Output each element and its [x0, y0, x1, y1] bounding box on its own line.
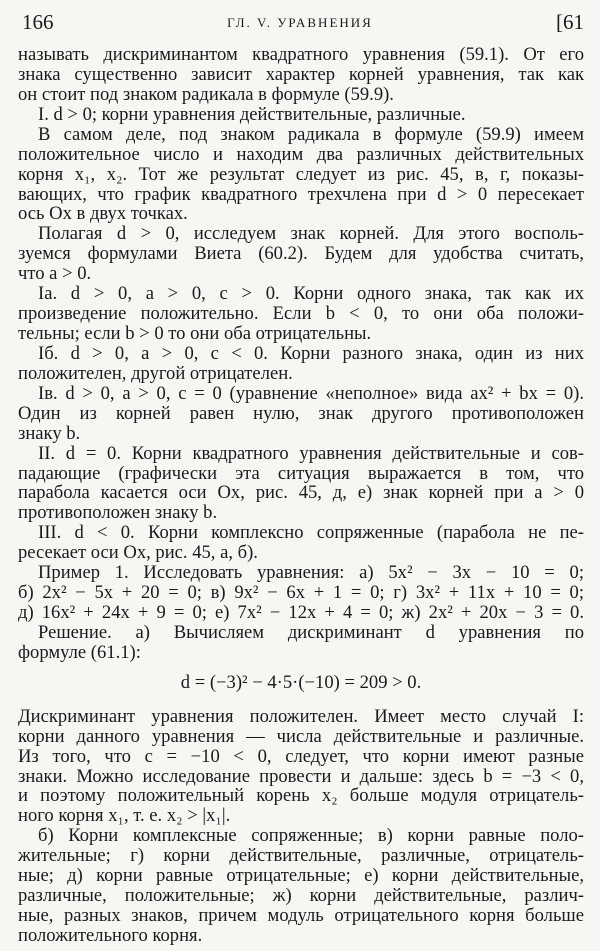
running-title: ГЛ. V. УРАВНЕНИЯ [227, 15, 373, 30]
text-line: корня x₁, x₂. Тот же результат следует из рис. 45, в, г, показы- [18, 164, 584, 185]
case-heading: Iа. d > 0, a > 0, c > 0. Корни одного знака, так как их [38, 283, 584, 304]
text-line: знаку b. [18, 423, 81, 444]
text-line: тельны; если b > 0 то они оба отрицательны. [18, 323, 372, 344]
text-line: ресекает оси Ox, рис. 45, а, б). [18, 542, 258, 563]
text-line: он стоит под знаком радикала в формуле (59.9). [18, 84, 394, 105]
text-line: знаки. Можно исследование провести и дальше: здесь b = −3 < 0, [18, 766, 584, 787]
text-line: Полагая d > 0, исследуем знак корней. Для этого восполь- [38, 223, 584, 244]
section-number: [61 [556, 10, 584, 34]
text-line: знака существенно зависит характер корней уравнения, так как [18, 64, 584, 85]
text-line: б) Корни комплексные сопряженные; в) корни равные поло- [38, 825, 584, 846]
text-line: произведение положительно. Если b < 0, то они оба положи- [18, 303, 584, 324]
text-line: ного корня x₁, т. е. x₂ > |x₁|. [18, 805, 231, 826]
case-heading: Iв. d > 0, a > 0, c = 0 (уравнение «неполное» вида ax² + bx = 0). [38, 383, 584, 404]
text-line: называть дискриминантом квадратного уравнения (59.1). От его [18, 44, 584, 65]
case-heading: II. d = 0. Корни квадратного уравнения действительные и сов- [38, 443, 584, 464]
text-line: Дискриминант уравнения положителен. Имеет место случай I: [18, 706, 584, 727]
text-line: и поэтому положительный корень x₂ больше модуля отрицатель- [18, 785, 584, 806]
text-line: противоположен знаку b. [18, 502, 218, 523]
text-line: положительного корня. [18, 925, 203, 946]
case-heading: III. d < 0. Корни комплексно сопряженные (парабола не пе- [38, 522, 584, 543]
text-line: положительное число и находим два различных действительных [18, 144, 584, 165]
text-line: В самом деле, под знаком радикала в формуле (59.9) имеем [38, 124, 584, 145]
case-heading: I. d > 0; корни уравнения действительные, различные. [38, 104, 466, 125]
text-line: формуле (61.1): [18, 642, 141, 663]
text-line: положителен, другой отрицателен. [18, 363, 293, 384]
case-heading: Iб. d > 0, a > 0, c < 0. Корни разного знака, один из них [38, 343, 584, 364]
text-line: падающие (графически эта ситуация выражается в том, что [18, 463, 584, 484]
example-heading: Пример 1. Исследовать уравнения: а) 5x² − 3x − 10 = 0; [38, 562, 584, 583]
text-line: жительные; г) корни действительные, различные, отрицатель- [18, 845, 584, 866]
text-line: вающих, что график квадратного трехчлена при d > 0 пересекает [18, 184, 584, 205]
equation-list: д) 16x² + 24x + 9 = 0; е) 7x² − 12x + 4 = 0; ж) 2x² + 20x − 3 = 0. [18, 602, 584, 623]
text-line: ные, разных знаков, причем модуль отрицательного корня больше [18, 905, 584, 926]
equation-list: б) 2x² − 5x + 20 = 0; в) 9x² − 6x + 1 = 0; г) 3x² + 11x + 10 = 0; [18, 582, 584, 603]
text-line: что a > 0. [18, 263, 92, 284]
text-line: Один из корней равен нулю, знак другого противоположен [18, 403, 584, 424]
text-line: ось Ox в двух точках. [18, 203, 188, 224]
text-line: Из того, что c = −10 < 0, следует, что корни имеют разные [18, 746, 584, 767]
text-line: ные; д) корни равные отрицательные; е) корни действительные, [18, 865, 584, 886]
running-header [0, 10, 600, 40]
text-line: корни данного уравнения — числа действительные и различные. [18, 726, 584, 747]
page-number: 166 [22, 10, 54, 34]
text-line: парабола касается оси Ox, рис. 45, д, е) знак корней при a > 0 [18, 482, 584, 503]
text-line: зуемся формулами Виета (60.2). Будем для удобства считать, [18, 243, 584, 264]
solution-heading: Решение. а) Вычисляем дискриминант d уравнения по [38, 622, 584, 643]
display-equation: d = (−3)² − 4·5·(−10) = 209 > 0. [180, 672, 422, 693]
text-line: различные, положительные; ж) корни действительные, различ- [18, 885, 584, 906]
